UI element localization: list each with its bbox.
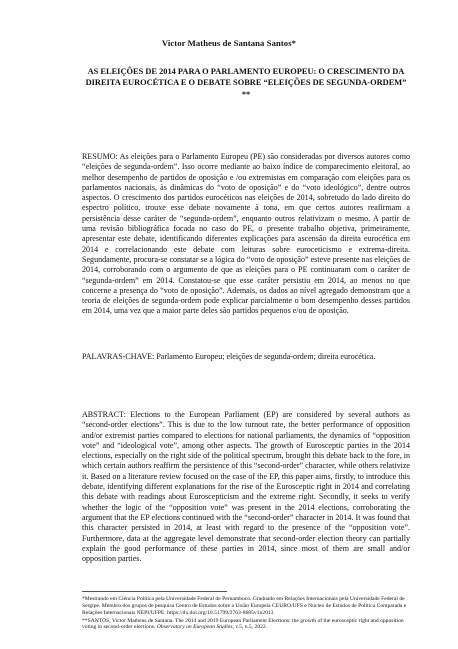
resumo-label: RESUMO: [82,152,118,161]
footnotes [82,596,410,632]
footnote-citation [82,618,410,632]
footnote-volume: v.5, n.5, 2022. [235,624,268,631]
footnote-divider [82,591,227,592]
resumo-text: As eleições para o Parlamento Europeu (PE) são consideradas por diversos autores como “eleições de segunda-ordem”. Isso ocorre mediante ao baixo índice de comparecimento eleitoral, ao melhor desempenho de partidos de oposição e /ou extremistas em comparação com eleições para os parlamentos nacionais, às dinâmicas do “voto de oposição” e do “voto ideológico”, dentre outros aspectos. O crescimento dos partidos eurocéticos nas eleições de 2014, sobretudo do lado direito do espectro político, trouxe esse debate novamente à tona, em que certos autores reafirmam a persistência desse caráter de “segunda-ordem”, enquanto outros relativizam o mesmo. A partir de uma revisão bibliográfica focada no caso do PE, o presente trabalho objetiva, primeiramente, apresentar este debate, identificando diferentes explicações para ascensão da direita eurocética em 2014 e correlacionando este debate com leituras sobre euroceticismo e extrema-direita. Segundamente, procura-se constatar se a lógica do “voto de oposição” esteve presente nas eleições de 2014, corroborando com o argumento de que as eleições para o PE continuaram com o caráter de “segunda-ordem” em 2014. Constatou-se que esse caráter persistiu em 2014, ao menos no que concerne a presença do “voto de oposição”. Ademais, os dados ao nível agregado demonstram que a teoria de eleições de segunda-ordem pode explicar parcialmente o bom desempenho desses partidos em 2014, uma vez que a maior parte deles são partidos pequenos e/ou de oposição. [82,152,410,316]
resumo-section [82,152,410,317]
footnote-author: *Mestrando em Ciência Política pela Universidade Federal de Pernambuco. Graduado em Relações Internacionais pela Universidade Federal de Sergipe. Membro dos grupos de pesquisa Centro de Estudos sobre a União Europeia CEURO/UFS e Núcleo de Estudos de Política Comparada e Relações Internacionais NEPI/UFPE. https://dx.doi.org/10.51799/2763-8685v1n2013 [82,596,407,616]
paper-title: AS ELEIÇÕES DE 2014 PARA O PARLAMENTO EUROPEU: O CRESCIMENTO DA DIREITA EUROCÉTICA E O DEBATE SOBRE “ELEIÇÕES DE SEGUNDA-ORDEM” ** [85,67,407,99]
footnote-journal: Observatory on European Studies, [156,624,234,631]
abstract-section [82,410,410,564]
author-name: Victor Matheus de Santana Santos* [161,38,297,48]
keywords-label: PALAVRAS-CHAVE: [82,352,155,361]
abstract-label: ABSTRACT: [82,410,126,419]
abstract-text: Elections to the European Parliament (EP) are considered by several authors as “second-order elections”. This is due to the low turnout rate, the better performance of opposition and/or extremist parties compared to elections for national parliaments, the dynamics of “opposition vote” and “ideological vote”, among other aspects. The growth of Eurosceptic parties in the 2014 elections, especially on the right side of the political spectrum, brought this debate back to the fore, in which certain authors reaffirm the persistence of this “second-order” character, while others relativize it. Based on a literature review focused on the case of the EP, this paper aims, firstly, to introduce this debate, identifying different explanations for the rise of the Eurosceptic right in 2014 and correlating this debate with readings about Euroscepticism and the extreme right. Secondly, it seeks to verify whether the logic of the “opposition vote” was present in the 2014 elections, corroborating the argument that the EP elections continued with the “second-order” character in 2014. It was found that this character persisted in 2014, at least with regard to the presence of the “opposition vote”. Furthermore, data at the aggregate level demonstrate that second-order election theory can partially explain the good performance of these parties in 2014, since most of them are small and/or opposition parties. [82,410,410,564]
footnote-citation-main: **SANTOS, Victor Matheus de Santana. The 2014 and 2019 European Parliament Elections: the growth of the eurosceptic right and opposition voting in second-order elections. [82,617,404,631]
keywords-section [82,352,410,362]
keywords-text: Parlamento Europeu; eleições de segunda-ordem; direita eurocética. [156,352,376,361]
